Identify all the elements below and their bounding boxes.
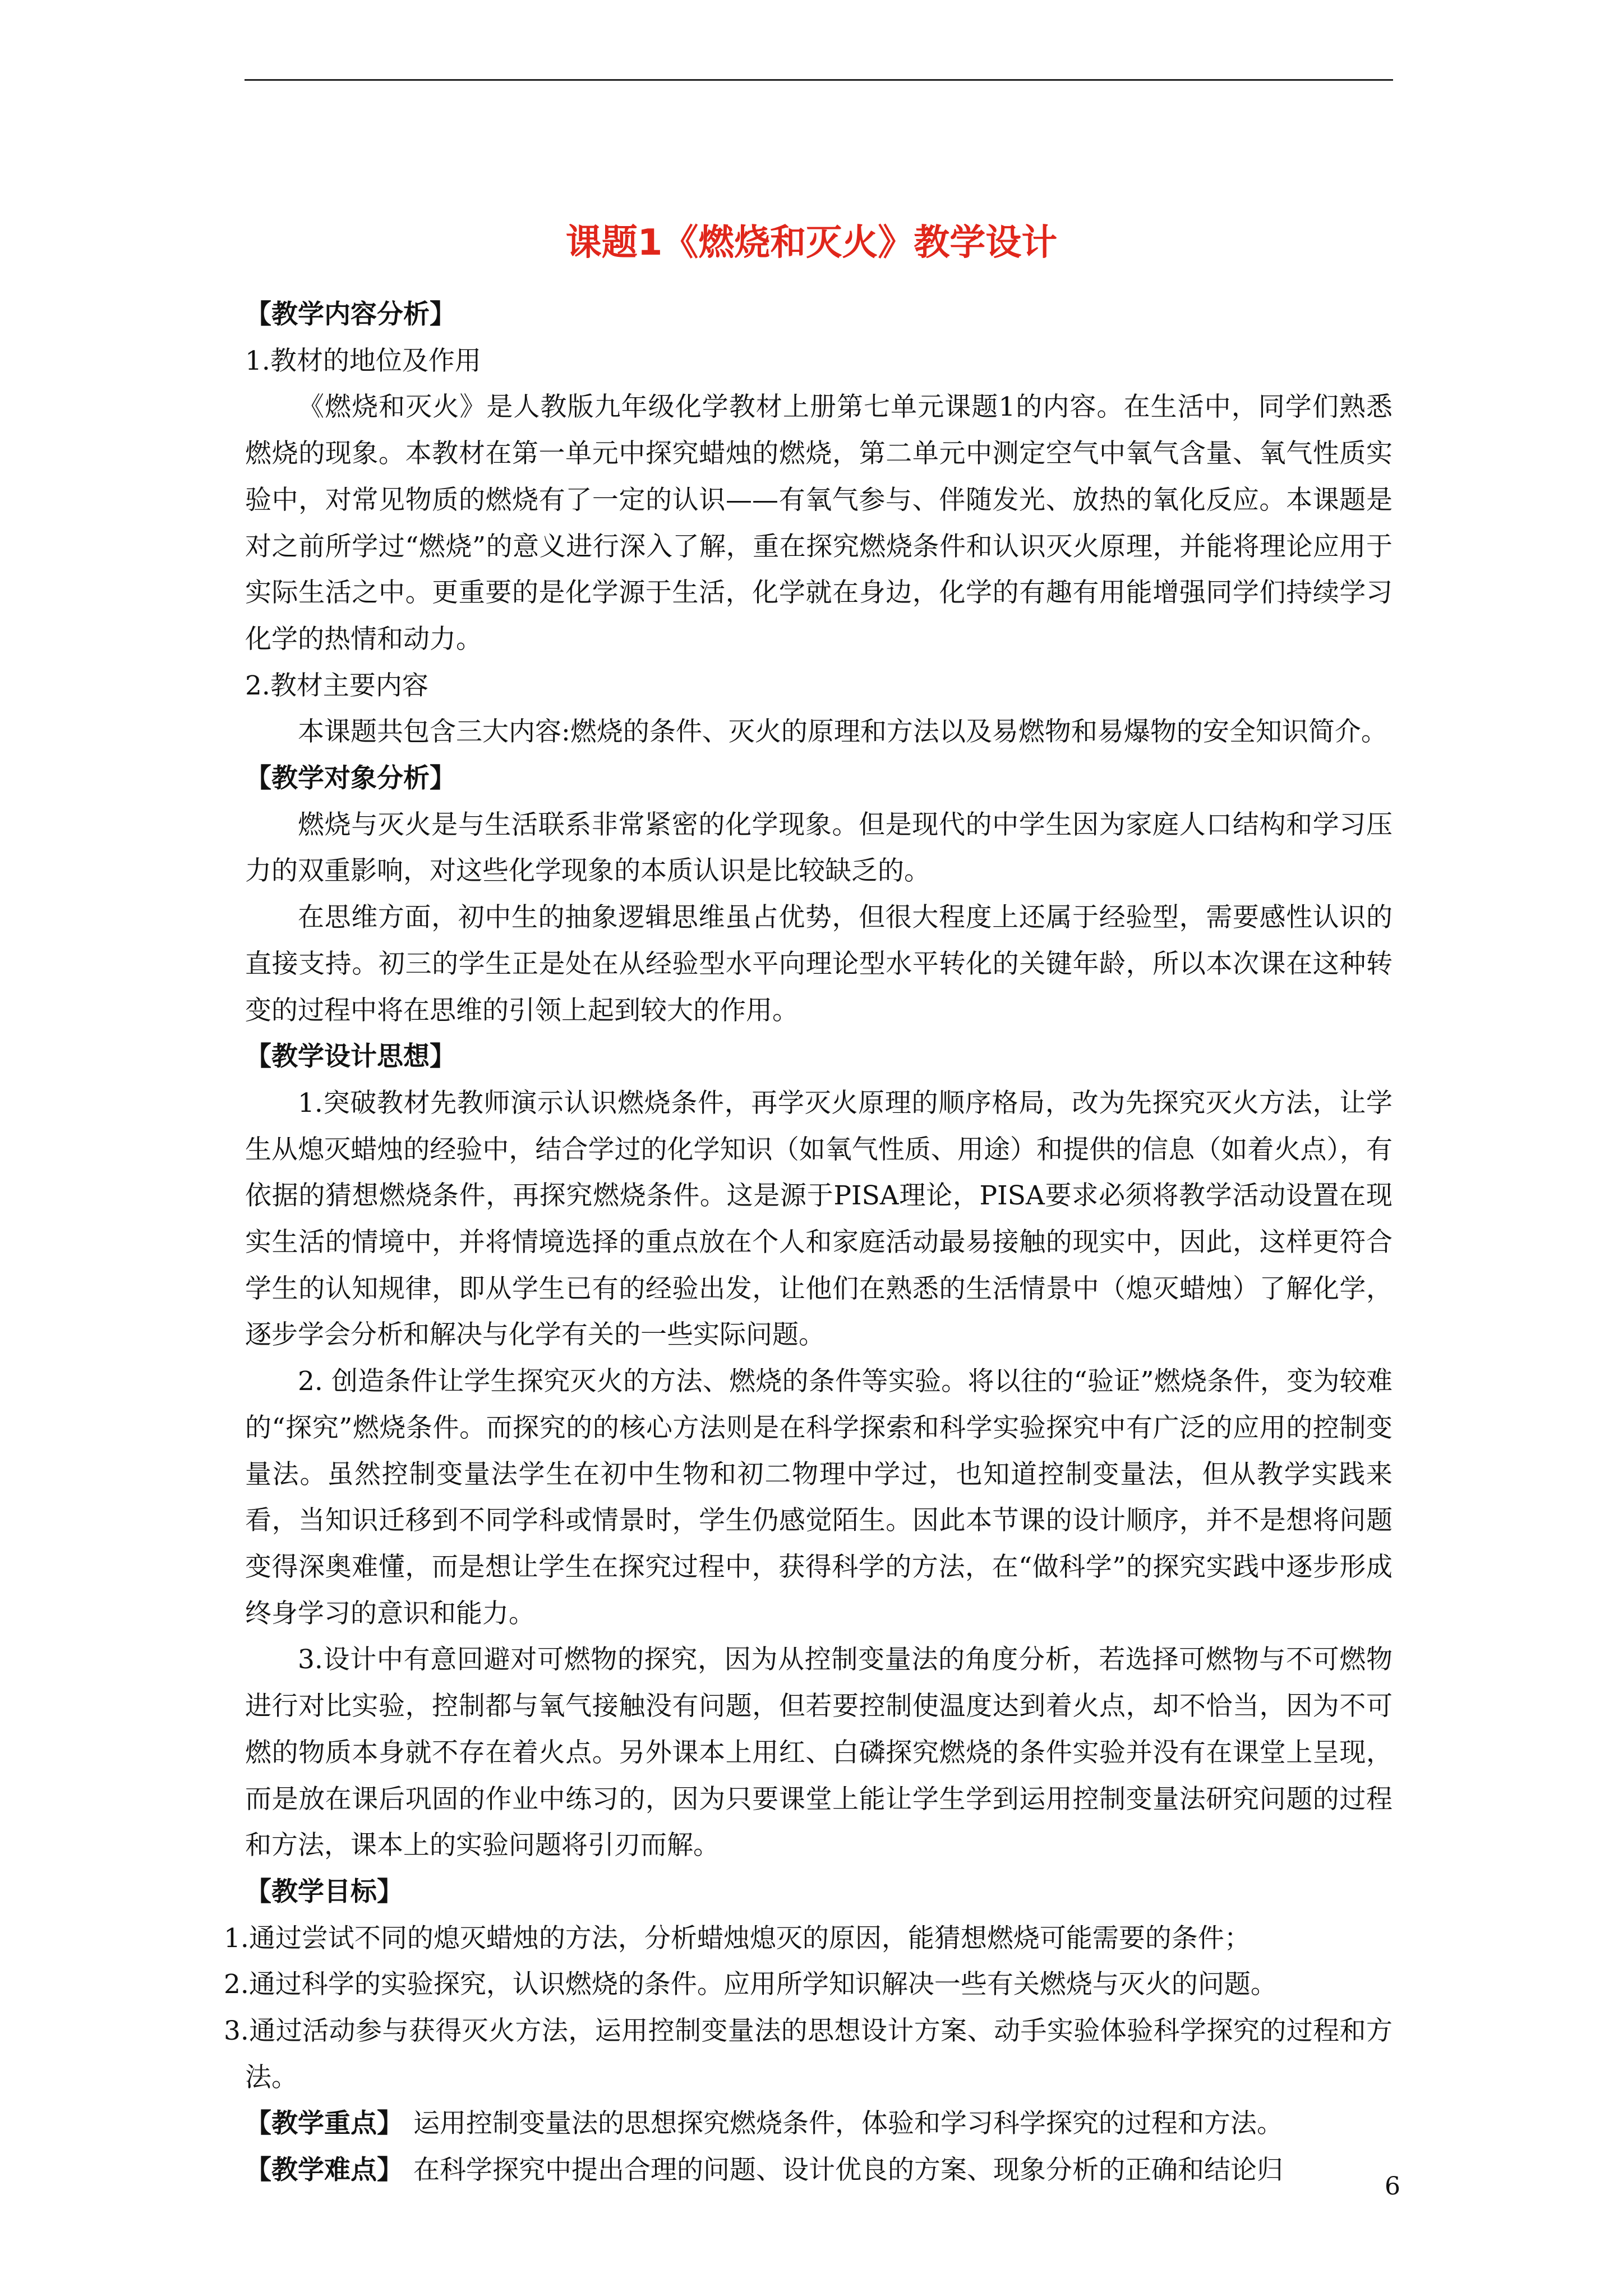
key-point-text: 运用控制变量法的思想探究燃烧条件，体验和学习科学探究的过程和方法。	[413, 2108, 1283, 2139]
paragraph: 2. 创造条件让学生探究灭火的方法、燃烧的条件等实验。将以往的“验证”燃烧条件，变为较难的“探究”燃烧条件。而探究的的核心方法则是在科学探索和科学实验探究中有广泛的应用的控制变量法。虽然控制变量法学生在初中生物和初二物理中学过，也知道控制变量法，但从教学实践来看，当知识迁移到不同学科或情景时，学生仍感觉陌生。因此本节课的设计顺序，并不是想将问题变得深奥难懂，而是想让学生在探究过程中，获得科学的方法，在“做科学”的探究实践中逐步形成终身学习的意识和能力。	[245, 1366, 1393, 1629]
paragraph: 3.设计中有意回避对可燃物的探究，因为从控制变量法的角度分析，若选择可燃物与不可燃物进行对比实验，控制都与氧气接触没有问题，但若要控制使温度达到着火点，却不恰当，因为不可燃的物质本身就不存在着火点。另外课本上用红、白磷探究燃烧的条件实验并没有在课堂上呈现，而是放在课后巩固的作业中练习的，因为只要课堂上能让学生学到运用控制变量法研究问题的过程和方法，课本上的实验问题将引刃而解。	[245, 1644, 1393, 1861]
paragraph: 燃烧与灭火是与生活联系非常紧密的化学现象。但是现代的中学生因为家庭人口结构和学习压力的双重影响，对这些化学现象的本质认识是比较缺乏的。	[245, 809, 1393, 887]
section-heading-design-idea: 【教学设计思想】	[245, 1041, 456, 1073]
key-point-row	[245, 2101, 1393, 2147]
section-heading-content-analysis: 【教学内容分析】	[245, 299, 456, 330]
difficulty-label: 【教学难点】	[245, 2155, 403, 2186]
subheading-textbook-content: 2.教材主要内容	[245, 670, 428, 701]
section-heading-objectives: 【教学目标】	[245, 1876, 403, 1907]
paragraph: 1.突破教材先教师演示认识燃烧条件，再学灭火原理的顺序格局，改为先探究灭火方法，让学生从熄灭蜡烛的经验中，结合学过的化学知识（如氧气性质、用途）和提供的信息（如着火点），有依据的猜想燃烧条件，再探究燃烧条件。这是源于PISA理论，PISA要求必须将教学活动设置在现实生活的情境中，并将情境选择的重点放在个人和家庭活动最易接触的现实中，因此，这样更符合学生的认知规律，即从学生已有的经验出发，让他们在熟悉的生活情景中（熄灭蜡烛）了解化学，逐步学会分析和解决与化学有关的一些实际问题。	[245, 1087, 1393, 1351]
document-body	[224, 292, 1393, 2194]
document-title: 课题1《燃烧和灭火》教学设计	[565, 222, 1058, 264]
section-heading-student-analysis: 【教学对象分析】	[245, 763, 456, 794]
difficulty-text: 在科学探究中提出合理的问题、设计优良的方案、现象分析的正确和结论归	[413, 2155, 1283, 2186]
objective-item: 1.通过尝试不同的熄灭蜡烛的方法，分析蜡烛熄灭的原因，能猜想燃烧可能需要的条件；	[224, 1922, 1251, 1954]
page-number: 6	[1385, 2172, 1400, 2201]
paragraph: 《燃烧和灭火》是人教版九年级化学教材上册第七单元课题1的内容。在生活中，同学们熟悉燃烧的现象。本教材在第一单元中探究蜡烛的燃烧，第二单元中测定空气中氧气含量、氧气性质实验中，对常见物质的燃烧有了一定的认识——有氧气参与、伴随发光、放热的氧化反应。本课题是对之前所学过“燃烧”的意义进行深入了解，重在探究燃烧条件和认识灭火原理，并能将理论应用于实际生活之中。更重要的是化学源于生活，化学就在身边，化学的有趣有用能增强同学们持续学习化学的热情和动力。	[245, 392, 1393, 655]
paragraph: 本课题共包含三大内容:燃烧的条件、灭火的原理和方法以及易燃物和易爆物的安全知识简介。	[298, 716, 1387, 748]
objective-item: 3.通过活动参与获得灭火方法，运用控制变量法的思想设计方案、动手实验体验科学探究的过程和方法。	[224, 2016, 1393, 2093]
subheading-textbook-role: 1.教材的地位及作用	[245, 345, 481, 376]
objective-item: 2.通过科学的实验探究，认识燃烧的条件。应用所学知识解决一些有关燃烧与灭火的问题。	[224, 1969, 1277, 2000]
difficulty-row	[245, 2147, 1393, 2194]
key-point-label: 【教学重点】	[245, 2108, 403, 2139]
paragraph: 在思维方面，初中生的抽象逻辑思维虽占优势，但很大程度上还属于经验型，需要感性认识的直接支持。初三的学生正是处在从经验型水平向理论型水平转化的关键年龄，所以本次课在这种转变的过程中将在思维的引领上起到较大的作用。	[245, 902, 1393, 1026]
header-rule	[245, 79, 1393, 81]
